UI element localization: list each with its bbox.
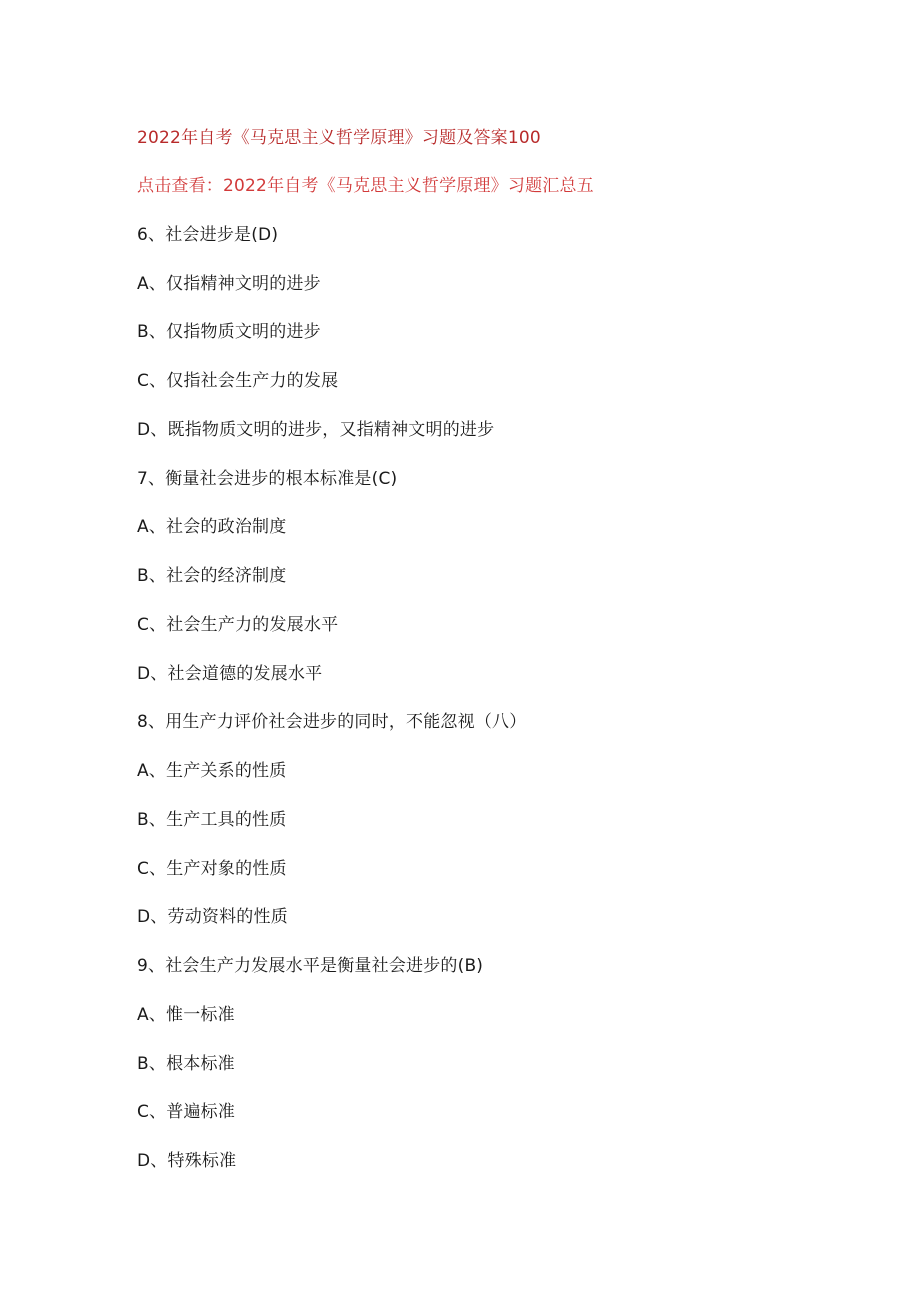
view-summary-link[interactable]: 点击查看：2022年自考《马克思主义哲学原理》习题汇总五	[137, 176, 594, 196]
question-option: A、惟一标准	[137, 1005, 235, 1025]
question-option: C、普遍标准	[137, 1102, 236, 1122]
question-option: C、生产对象的性质	[137, 859, 287, 879]
question-option: D、社会道德的发展水平	[137, 664, 323, 684]
document-title: 2022年自考《马克思主义哲学原理》习题及答案100	[137, 128, 541, 148]
question-stem: 6、社会进步是(D)	[137, 225, 279, 245]
question-stem: 8、用生产力评价社会进步的同时，不能忽视（八）	[137, 712, 527, 732]
question-stem: 9、社会生产力发展水平是衡量社会进步的(B)	[137, 956, 484, 976]
question-stem: 7、衡量社会进步的根本标准是(C)	[137, 469, 398, 489]
question-option: D、既指物质文明的进步，又指精神文明的进步	[137, 420, 495, 440]
question-option: B、根本标准	[137, 1054, 235, 1074]
question-option: D、劳动资料的性质	[137, 907, 288, 927]
question-option: A、社会的政治制度	[137, 517, 287, 537]
question-option: C、社会生产力的发展水平	[137, 615, 339, 635]
question-option: C、仅指社会生产力的发展	[137, 371, 339, 391]
question-option: A、生产关系的性质	[137, 761, 287, 781]
question-option: B、生产工具的性质	[137, 810, 287, 830]
question-option: B、社会的经济制度	[137, 566, 287, 586]
question-option: A、仅指精神文明的进步	[137, 274, 321, 294]
question-option: D、特殊标准	[137, 1151, 237, 1171]
question-option: B、仅指物质文明的进步	[137, 322, 321, 342]
